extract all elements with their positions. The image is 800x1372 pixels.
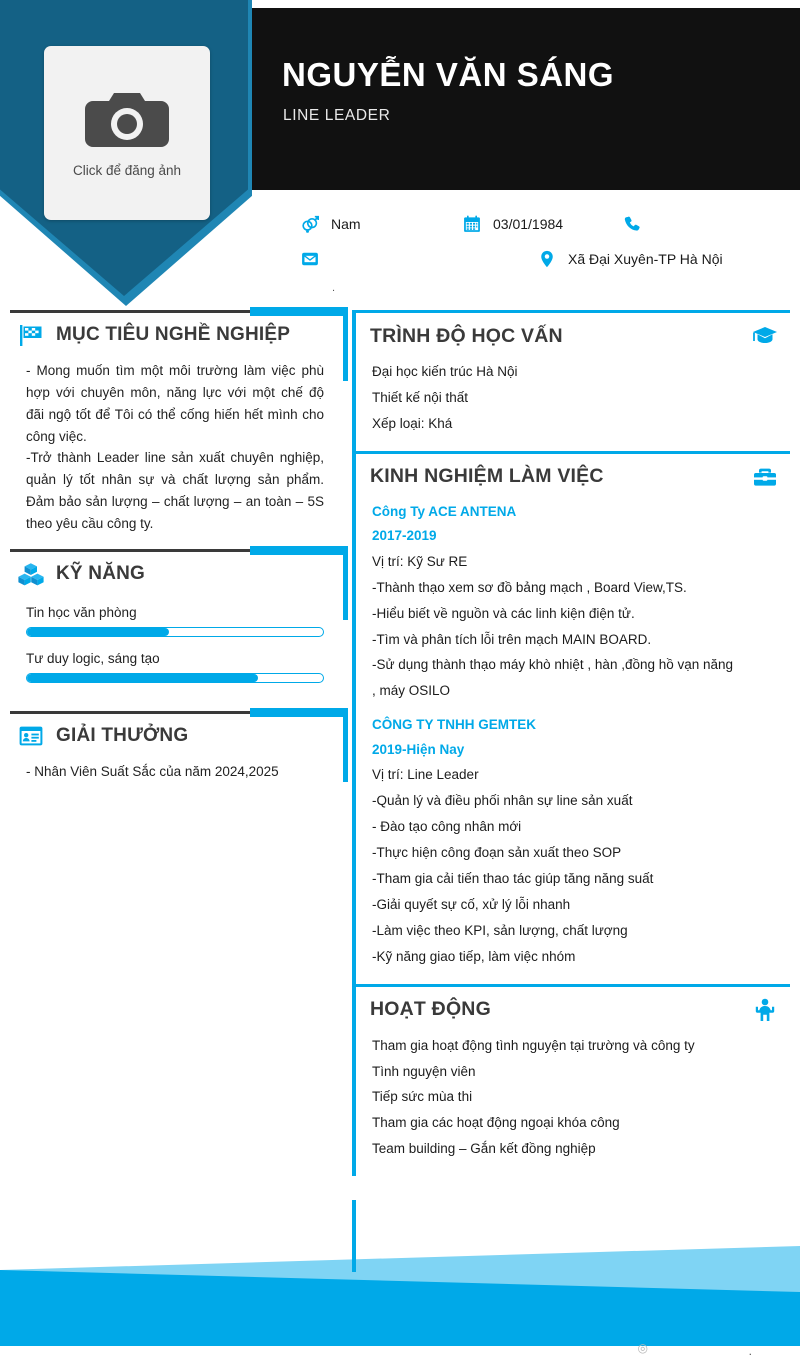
email-icon xyxy=(300,249,320,269)
activity-line: Tiếp sức mùa thi xyxy=(372,1089,473,1105)
objective-paragraph: -Trở thành Leader line sản xuất chuyên nghiệp, quản lý tốt nhân sự và chất lượng sản phẩm. Đảm bảo sản lượng – chất lượng – an toàn – 5S theo yêu cầu công ty. xyxy=(26,450,324,532)
column-divider-spine xyxy=(352,1200,356,1272)
activity-line: Team building – Gắn kết đồng nghiệp xyxy=(372,1141,596,1157)
activity-line: Tham gia các hoạt động ngoại khóa công xyxy=(372,1115,620,1131)
skill-bar[interactable] xyxy=(26,627,324,637)
graduation-cap-icon xyxy=(752,323,778,349)
contact-address xyxy=(537,249,723,269)
experience-period: 2017-2019 xyxy=(372,528,437,544)
photo-upload-label: Click để đăng ảnh xyxy=(72,162,182,178)
phone-icon xyxy=(622,214,642,234)
experience-line: -Sử dụng thành thạo máy khò nhiệt , hàn ,đồng hồ vạn năng xyxy=(372,657,734,673)
section-skills-body xyxy=(10,589,340,711)
contact-dob xyxy=(462,214,563,234)
experience-line: -Tìm và phân tích lỗi trên mạch MAIN BOARD. xyxy=(372,631,652,647)
calendar-icon xyxy=(462,214,482,234)
education-line: Xếp loại: Khá xyxy=(372,415,453,431)
header-black-panel xyxy=(252,8,800,190)
experience-line: Vị trí: Kỹ Sư RE xyxy=(372,553,468,569)
section-activities-header xyxy=(356,987,790,1025)
location-pin-icon xyxy=(537,249,557,269)
experience-company: CÔNG TY TNHH GEMTEK xyxy=(372,717,537,733)
left-column xyxy=(10,310,340,798)
objective-paragraph: - Mong muốn tìm một môi trường làm việc phù hợp với chuyên môn, năng lực với một chế độ đãi ngộ tốt để Tôi có thể cống hiến hết mình cho công việc. xyxy=(26,363,324,444)
section-activities-body xyxy=(356,1025,790,1177)
skill-item xyxy=(26,605,324,637)
section-awards-body xyxy=(10,751,340,798)
award-item: - Nhân Viên Suất Sắc của năm 2024,2025 xyxy=(26,763,279,779)
experience-job xyxy=(372,500,778,705)
gender-icon xyxy=(300,214,320,234)
section-awards xyxy=(10,711,340,798)
spacer xyxy=(372,704,778,713)
skill-item xyxy=(26,651,324,683)
experience-line: -Thực hiện công đoạn sản xuất theo SOP xyxy=(372,845,622,861)
flag-icon xyxy=(18,322,44,348)
stray-mark: . xyxy=(332,282,336,294)
skill-name: Tin học văn phòng xyxy=(26,604,137,620)
id-card-icon xyxy=(18,723,44,749)
section-rule xyxy=(10,549,340,552)
experience-job xyxy=(372,713,778,969)
section-awards-header xyxy=(10,714,340,751)
experience-line: Vị trí: Line Leader xyxy=(372,767,479,783)
section-education-body xyxy=(356,351,790,451)
contact-email xyxy=(300,249,331,269)
section-education-title: TRÌNH ĐỘ HỌC VẤN xyxy=(370,324,563,347)
experience-line: -Quản lý và điều phối nhân sự line sản xuất xyxy=(372,793,633,809)
section-skills-header xyxy=(10,552,340,589)
section-objective-header xyxy=(10,313,340,350)
section-experience xyxy=(356,451,790,984)
section-education xyxy=(356,310,790,451)
section-experience-header xyxy=(356,454,790,492)
experience-line: -Hiểu biết về nguồn và các linh kiện điện tử. xyxy=(372,605,635,621)
skill-name: Tư duy logic, sáng tạo xyxy=(26,650,160,666)
skill-bar[interactable] xyxy=(26,673,324,683)
contact-dob-value: 03/01/1984 xyxy=(493,216,564,232)
section-activities xyxy=(356,984,790,1177)
section-activities-title: HOẠT ĐỘNG xyxy=(370,998,491,1021)
skill-bar-fill xyxy=(27,674,258,682)
briefcase-icon xyxy=(752,464,778,490)
right-column xyxy=(352,310,790,1176)
section-experience-title: KINH NGHIỆM LÀM VIỆC xyxy=(370,465,604,488)
footer-waves xyxy=(0,1240,800,1372)
person-raised-arms-icon xyxy=(752,997,778,1023)
experience-company: Công Ty ACE ANTENA xyxy=(372,503,517,519)
section-experience-body xyxy=(356,492,790,984)
contact-phone xyxy=(622,214,653,234)
camera-icon xyxy=(85,89,169,151)
education-line: Thiết kế nội thất xyxy=(372,389,469,405)
experience-line: -Tham gia cải tiến thao tác giúp tăng năng suất xyxy=(372,871,654,887)
experience-line: -Thành thạo xem sơ đồ bảng mạch , Board View,TS. xyxy=(372,579,687,595)
footer-decoration xyxy=(0,1240,800,1372)
section-skills xyxy=(10,549,340,711)
contact-gender-value: Nam xyxy=(331,216,361,232)
experience-line: - Đào tạo công nhân mới xyxy=(372,819,522,835)
section-objective xyxy=(10,310,340,549)
footer-mark: ◎ xyxy=(637,1341,648,1355)
activity-line: Tham gia hoạt động tình nguyện tại trường và công ty xyxy=(372,1037,695,1053)
header-role: LINE LEADER xyxy=(283,107,391,124)
section-awards-title: GIẢI THƯỞNG xyxy=(56,724,189,746)
skill-bar-fill xyxy=(27,628,169,636)
section-education-header xyxy=(356,313,790,351)
contact-block xyxy=(252,196,800,304)
cubes-icon xyxy=(18,561,44,587)
contact-address-value: Xã Đại Xuyên-TP Hà Nội xyxy=(568,251,723,267)
section-rule xyxy=(10,711,340,714)
experience-line: -Kỹ năng giao tiếp, làm việc nhóm xyxy=(372,948,576,964)
photo-upload-button[interactable] xyxy=(44,46,210,220)
section-skills-title: KỸ NĂNG xyxy=(56,562,146,584)
experience-line: -Giải quyết sự cố, xử lý lỗi nhanh xyxy=(372,896,571,912)
experience-line: , máy OSILO xyxy=(372,683,451,699)
section-rule xyxy=(10,310,340,313)
section-objective-body xyxy=(10,350,340,549)
section-objective-title: MỤC TIÊU NGHỀ NGHIỆP xyxy=(56,324,291,345)
experience-period: 2019-Hiện Nay xyxy=(372,741,465,757)
activity-line: Tình nguyện viên xyxy=(372,1063,476,1079)
contact-gender xyxy=(300,214,361,234)
education-line: Đại học kiến trúc Hà Nội xyxy=(372,364,518,379)
page-title: NGUYỄN VĂN SÁNG xyxy=(282,56,615,93)
footer-mark-2: . xyxy=(748,1344,752,1358)
experience-line: -Làm việc theo KPI, sản lượng, chất lượng xyxy=(372,922,628,938)
